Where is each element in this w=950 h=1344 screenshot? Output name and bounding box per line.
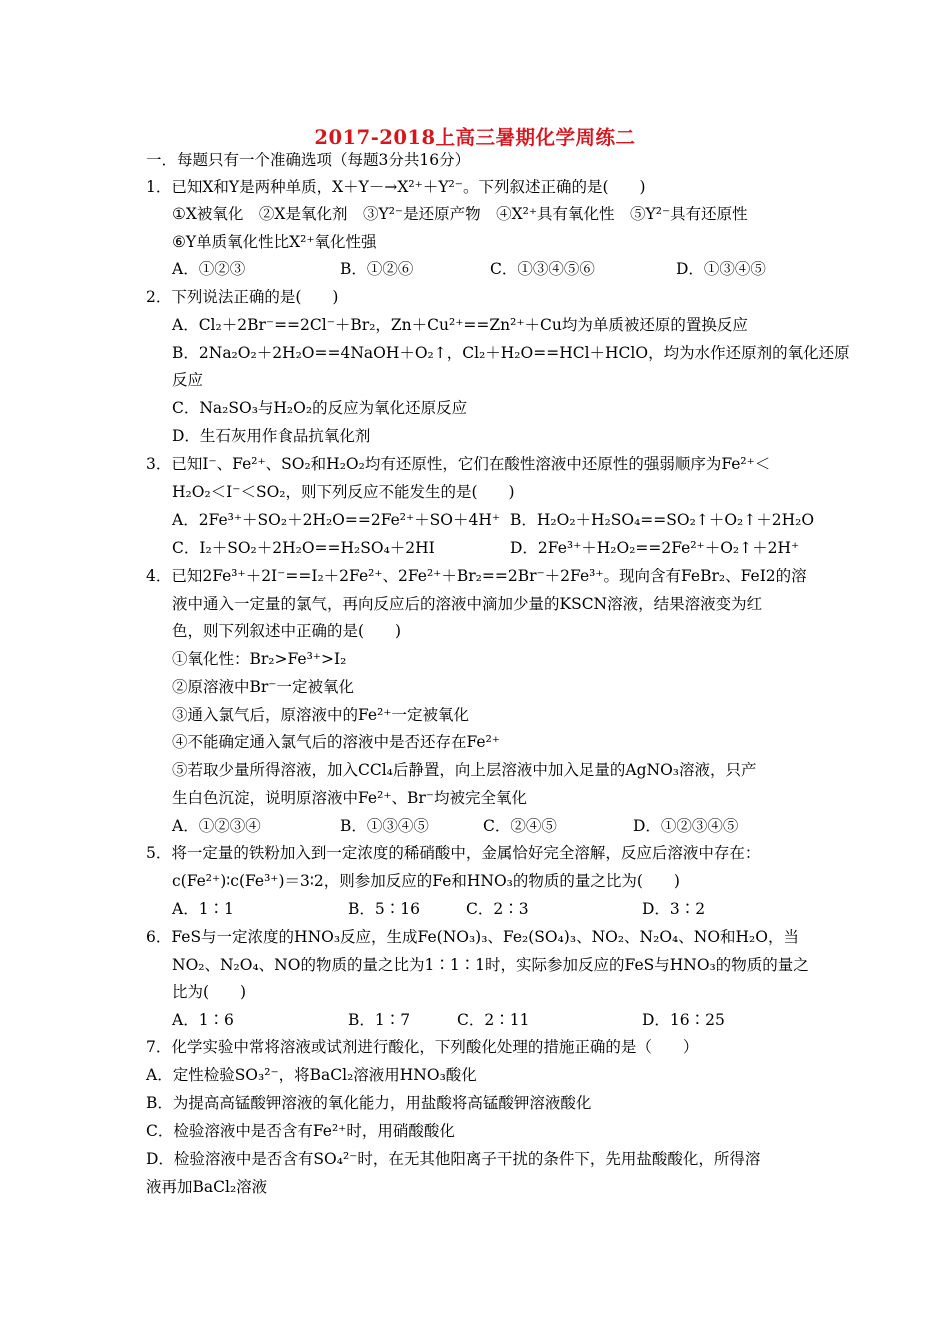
question-6-option-c: C．2∶11 [457, 1011, 530, 1029]
question-4-stem-line-3: 色，则下列叙述中正确的是( ) [172, 622, 402, 640]
question-1-statements-line-1: ①X被氧化 ②X是氧化剂 ③Y²⁻是还原产物 ④X²⁺具有氧化性 ⑤Y²⁻具有还原性 [172, 205, 748, 223]
question-4-option-d: D．①②③④⑤ [633, 817, 739, 835]
question-5-option-d: D．3∶2 [642, 900, 706, 918]
question-5-option-a: A．1∶1 [172, 900, 234, 918]
question-1-stem: 1．已知X和Y是两种单质，X＋Y－→X²⁺＋Y²⁻。下列叙述正确的是( ) [146, 178, 646, 196]
question-1-option-d: D．①③④⑤ [676, 260, 766, 278]
question-6-stem-line-1: 6．FeS与一定浓度的HNO₃反应，生成Fe(NO₃)₃、Fe₂(SO₄)₃、NO₂、N₂O₄、NO和H₂O，当 [146, 928, 799, 946]
question-5-stem-line-2: c(Fe²⁺)∶c(Fe³⁺)＝3∶2，则参加反应的Fe和HNO₃的物质的量之比为( ) [172, 872, 680, 890]
question-6-option-b: B．1∶7 [348, 1011, 411, 1029]
question-4-statement-2: ②原溶液中Br⁻一定被氧化 [172, 678, 354, 696]
question-2-option-b-line-2: 反应 [172, 371, 204, 389]
question-3-option-b: B．H₂O₂＋H₂SO₄==SO₂↑＋O₂↑＋2H₂O [510, 511, 815, 529]
question-4-statement-1: ①氧化性：Br₂>Fe³⁺>I₂ [172, 650, 347, 668]
question-7-option-d-line-2: 液再加BaCl₂溶液 [146, 1178, 268, 1196]
question-1-option-c: C．①③④⑤⑥ [490, 260, 595, 278]
question-4-stem-line-1: 4．已知2Fe³⁺＋2I⁻==I₂＋2Fe²⁺、2Fe²⁺＋Br₂==2Br⁻＋2Fe³⁺。现向含有FeBr₂、FeI2的溶 [146, 567, 807, 585]
question-4-statement-4: ④不能确定通入氯气后的溶液中是否还存在Fe²⁺ [172, 733, 500, 751]
question-5-option-b: B．5∶16 [348, 900, 420, 918]
question-6-stem-line-3: 比为( ) [172, 983, 247, 1001]
question-7-option-b: B．为提高高锰酸钾溶液的氧化能力，用盐酸将高锰酸钾溶液酸化 [146, 1094, 592, 1112]
question-1-option-b: B．①②⑥ [340, 260, 414, 278]
question-6-option-a: A．1∶6 [172, 1011, 234, 1029]
question-3-option-a: A．2Fe³⁺＋SO₂＋2H₂O==2Fe²⁺＋SO＋4H⁺ [172, 511, 501, 529]
question-1-option-a: A．①②③ [172, 260, 246, 278]
question-7-option-d-line-1: D．检验溶液中是否含有SO₄²⁻时，在无其他阳离子干扰的条件下，先用盐酸酸化，所得溶 [146, 1150, 761, 1168]
question-7-option-c: C．检验溶液中是否含有Fe²⁺时，用硝酸酸化 [146, 1122, 455, 1140]
page-title: 2017-2018上高三暑期化学周练二 [314, 126, 636, 149]
question-2-option-d: D．生石灰用作食品抗氧化剂 [172, 427, 371, 445]
question-2-option-a: A．Cl₂＋2Br⁻==2Cl⁻＋Br₂，Zn＋Cu²⁺==Zn²⁺＋Cu均为单质被还原的置换反应 [172, 316, 748, 334]
question-6-option-d: D．16∶25 [642, 1011, 725, 1029]
question-4-statement-3: ③通入氯气后，原溶液中的Fe²⁺一定被氧化 [172, 706, 469, 724]
question-6-stem-line-2: NO₂、N₂O₄、NO的物质的量之比为1∶1∶1时，实际参加反应的FeS与HNO₃的物质的量之 [172, 956, 809, 974]
question-4-stem-line-2: 液中通入一定量的氯气，再向反应后的溶液中滴加少量的KSCN溶液，结果溶液变为红 [172, 595, 763, 613]
question-3-option-c: C．I₂＋SO₂＋2H₂O==H₂SO₄＋2HI [172, 539, 435, 557]
question-2-option-b-line-1: B．2Na₂O₂＋2H₂O==4NaOH＋O₂↑，Cl₂＋H₂O==HCl＋HClO，均为水作还原剂的氧化还原 [172, 344, 850, 362]
question-4-option-b: B．①③④⑤ [340, 817, 429, 835]
question-3-option-d: D．2Fe³⁺＋H₂O₂==2Fe²⁺＋O₂↑＋2H⁺ [510, 539, 800, 557]
question-4-option-a: A．①②③④ [172, 817, 261, 835]
question-1-statements-line-2: ⑥Y单质氧化性比X²⁺氧化性强 [172, 233, 377, 251]
question-2-option-c: C．Na₂SO₃与H₂O₂的反应为氧化还原反应 [172, 399, 468, 417]
question-3-stem-line-1: 3．已知I⁻、Fe²⁺、SO₂和H₂O₂均有还原性，它们在酸性溶液中还原性的强弱顺序为Fe²⁺＜ [146, 455, 771, 473]
question-7-option-a: A．定性检验SO₃²⁻，将BaCl₂溶液用HNO₃酸化 [146, 1066, 477, 1084]
question-4-statement-5-line-1: ⑤若取少量所得溶液，加入CCl₄后静置，向上层溶液中加入足量的AgNO₃溶液，只产 [172, 761, 757, 779]
question-5-option-c: C．2∶3 [466, 900, 529, 918]
question-4-statement-5-line-2: 生白色沉淀，说明原溶液中Fe²⁺、Br⁻均被完全氧化 [172, 789, 527, 807]
question-2-stem: 2．下列说法正确的是( ) [146, 288, 339, 306]
section-heading: 一．每题只有一个准确选项（每题3分共16分） [146, 151, 471, 169]
question-4-option-c: C．②④⑤ [483, 817, 557, 835]
question-7-stem: 7．化学实验中常将溶液或试剂进行酸化，下列酸化处理的措施正确的是（ ） [146, 1038, 699, 1056]
question-5-stem-line-1: 5．将一定量的铁粉加入到一定浓度的稀硝酸中，金属恰好完全溶解，反应后溶液中存在： [146, 844, 761, 862]
question-3-stem-line-2: H₂O₂＜I⁻＜SO₂，则下列反应不能发生的是( ) [172, 483, 515, 501]
